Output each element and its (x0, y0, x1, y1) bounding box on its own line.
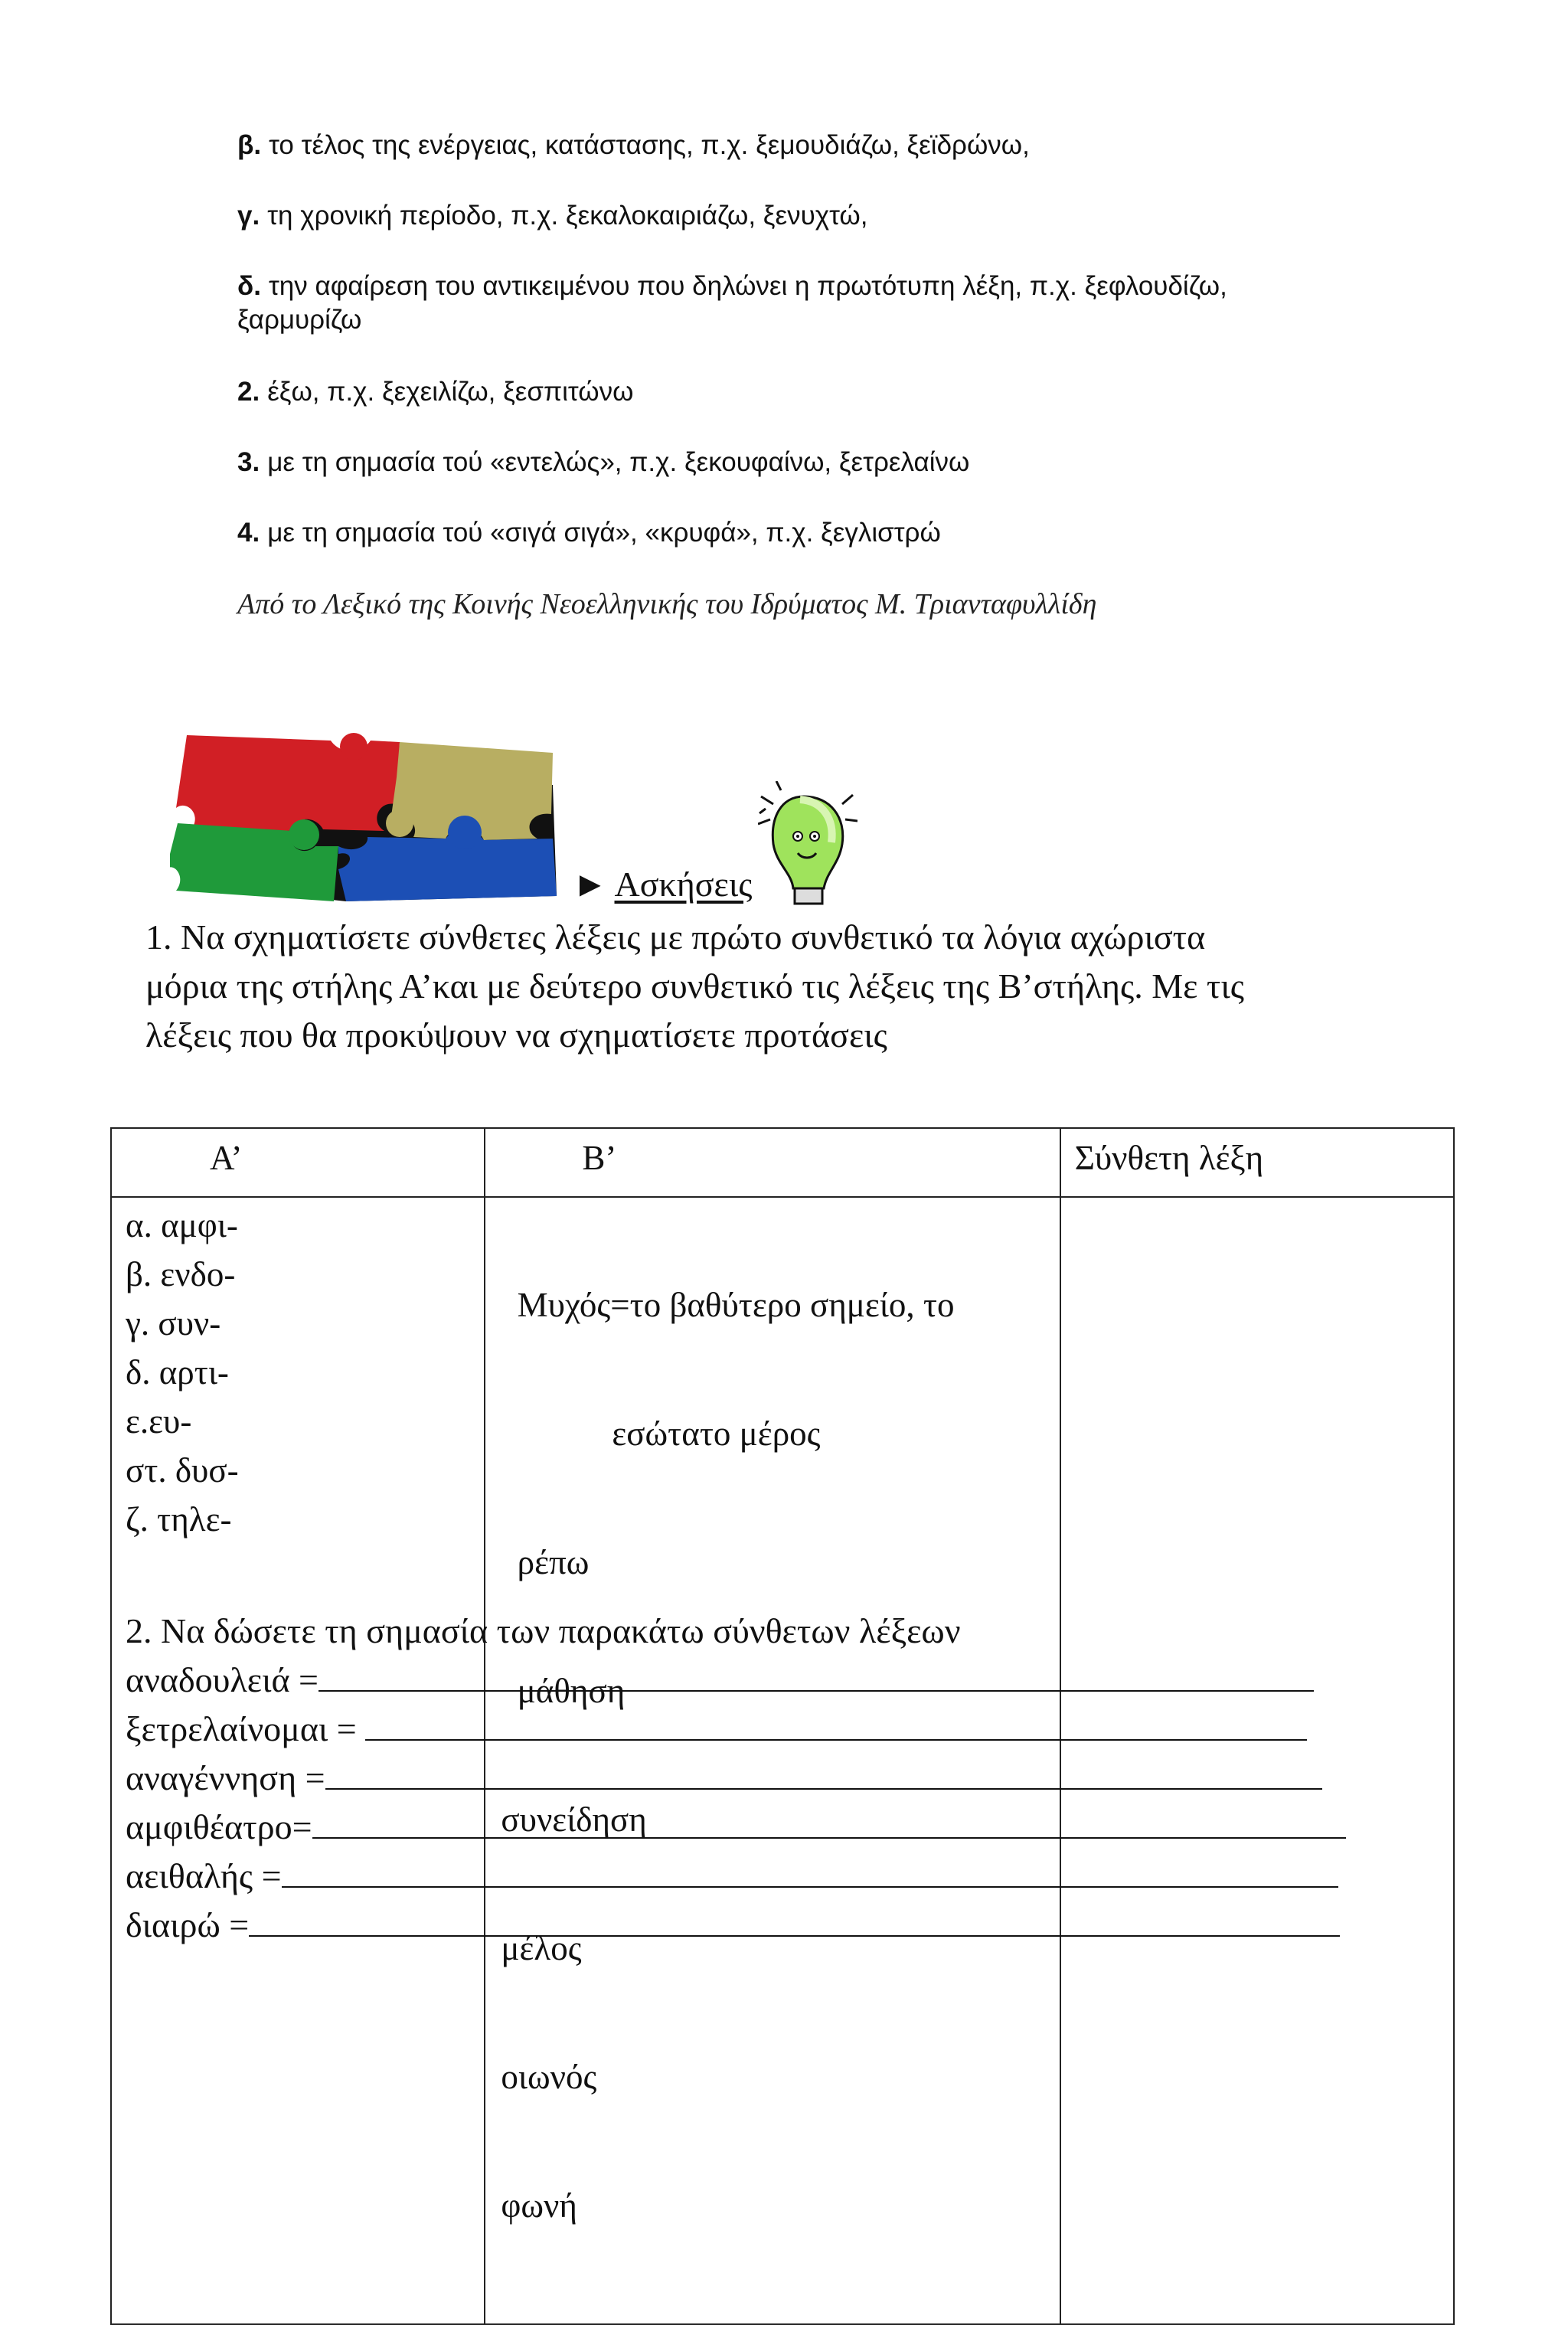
definition-text: με τη σημασία τού «εντελώς», π.χ. ξεκουφαίνω, ξετρελαίνω (267, 447, 970, 477)
word-item: ρέπω (508, 1543, 590, 1581)
compound-word-label: ξετρελαίνομαι = (126, 1709, 366, 1748)
column-header-b: Β’ (485, 1128, 1060, 1197)
meaning-row (126, 1753, 1381, 1802)
instruction-line: 1. Να σχηματίσετε σύνθετες λέξεις με πρώτο συνθετικό τα λόγια αχώριστα (145, 917, 1206, 956)
exercises-title: Ασκήσεις (614, 865, 753, 904)
word-item: φωνή (501, 2186, 577, 2225)
definition-marker: 2. (237, 377, 260, 407)
prefix-item: ζ. τηλε- (126, 1500, 232, 1539)
definition-text: έξω, π.χ. ξεχειλίζω, ξεσπιτώνω (267, 377, 634, 407)
word-item: οιωνός (501, 2058, 597, 2096)
definition-text: με τη σημασία τού «σιγά σιγά», «κρυφά», π.χ. ξεγλιστρώ (267, 518, 941, 548)
puzzle-pieces-image (170, 731, 562, 907)
answer-line[interactable] (282, 1851, 1338, 1888)
compound-word-label: αναδουλειά = (126, 1660, 318, 1699)
exercises-heading (573, 863, 752, 906)
instruction-line: λέξεις που θα προκύψουν να σχηματίσετε προτάσεις (145, 1015, 887, 1055)
definition-text-continued: ξαρμυρίζω (237, 305, 362, 335)
compound-word-label: αειθαλής = (126, 1856, 282, 1895)
meaning-row (126, 1655, 1381, 1704)
definitions-block (237, 129, 1363, 622)
word-item: μέλος (501, 1929, 582, 1967)
compound-word-label: αναγέννηση = (126, 1758, 325, 1797)
instruction-line: μόρια της στήλης Α’και με δεύτερο συνθετικό τις λέξεις της Β’στήλης. Με τις (145, 966, 1244, 1006)
arrow-marker-icon: ► (573, 865, 608, 904)
meaning-row (126, 1900, 1381, 1949)
definition-item (237, 375, 1363, 409)
prefix-item: ε.ευ- (126, 1402, 192, 1440)
word-item: εσώτατο μέρος (508, 1414, 821, 1453)
word-item: μάθηση (508, 1672, 626, 1710)
column-header-a: Α’ (111, 1128, 485, 1197)
definition-item (237, 446, 1363, 479)
definition-text: το τέλος της ενέργειας, κατάστασης, π.χ. ξεμουδιάζω, ξεϊδρώνω, (269, 130, 1030, 160)
word-item: συνείδηση (501, 1800, 647, 1839)
definition-text: την αφαίρεση του αντικειμένου που δηλώνει η πρωτότυπη λέξη, π.χ. ξεφλουδίζω, (268, 271, 1227, 301)
definition-marker: 3. (237, 447, 260, 477)
prefix-item: δ. αρτι- (126, 1353, 229, 1391)
definition-marker: β. (237, 130, 262, 160)
answer-line[interactable] (325, 1753, 1322, 1790)
definition-item (237, 129, 1363, 162)
lightbulb-mascot-icon (758, 781, 858, 911)
prefix-item: στ. δυσ- (126, 1451, 239, 1490)
exercise-2-title: 2. Να δώσετε τη σημασία των παρακάτω σύνθετων λέξεων (126, 1611, 961, 1650)
column-header-compound: Σύνθετη λέξη (1060, 1128, 1454, 1197)
exercise-2 (126, 1607, 1381, 1949)
prefix-item: β. ενδο- (126, 1255, 236, 1293)
exercise-1-instructions (145, 913, 1340, 1060)
definition-marker: δ. (237, 271, 261, 301)
word-item: Μυχός=το βαθύτερο σημείο, το (508, 1286, 955, 1324)
definition-item (237, 516, 1363, 550)
answer-line[interactable] (318, 1655, 1314, 1692)
meaning-row (126, 1802, 1381, 1851)
prefix-item: γ. συν- (126, 1304, 221, 1342)
compound-word-label: διαιρώ = (126, 1905, 250, 1944)
dictionary-source: Από το Λεξικό της Κοινής Νεοελληνικής του Ιδρύματος Μ. Τριανταφυλλίδη (237, 588, 1097, 620)
definition-item (237, 199, 1363, 233)
table-header-row (111, 1128, 1454, 1197)
compound-word-label: αμφιθέατρο= (126, 1807, 312, 1846)
definition-marker: 4. (237, 518, 260, 548)
answer-line[interactable] (365, 1704, 1307, 1741)
definition-marker: γ. (237, 201, 260, 231)
definition-item (237, 270, 1363, 337)
answer-line[interactable] (312, 1802, 1346, 1839)
definition-text: τη χρονική περίοδο, π.χ. ξεκαλοκαιριάζω, ξενυχτώ, (267, 201, 868, 231)
meaning-row (126, 1851, 1381, 1900)
prefix-item: α. αμφι- (126, 1206, 238, 1244)
meaning-row (126, 1704, 1381, 1753)
answer-line[interactable] (249, 1900, 1340, 1937)
